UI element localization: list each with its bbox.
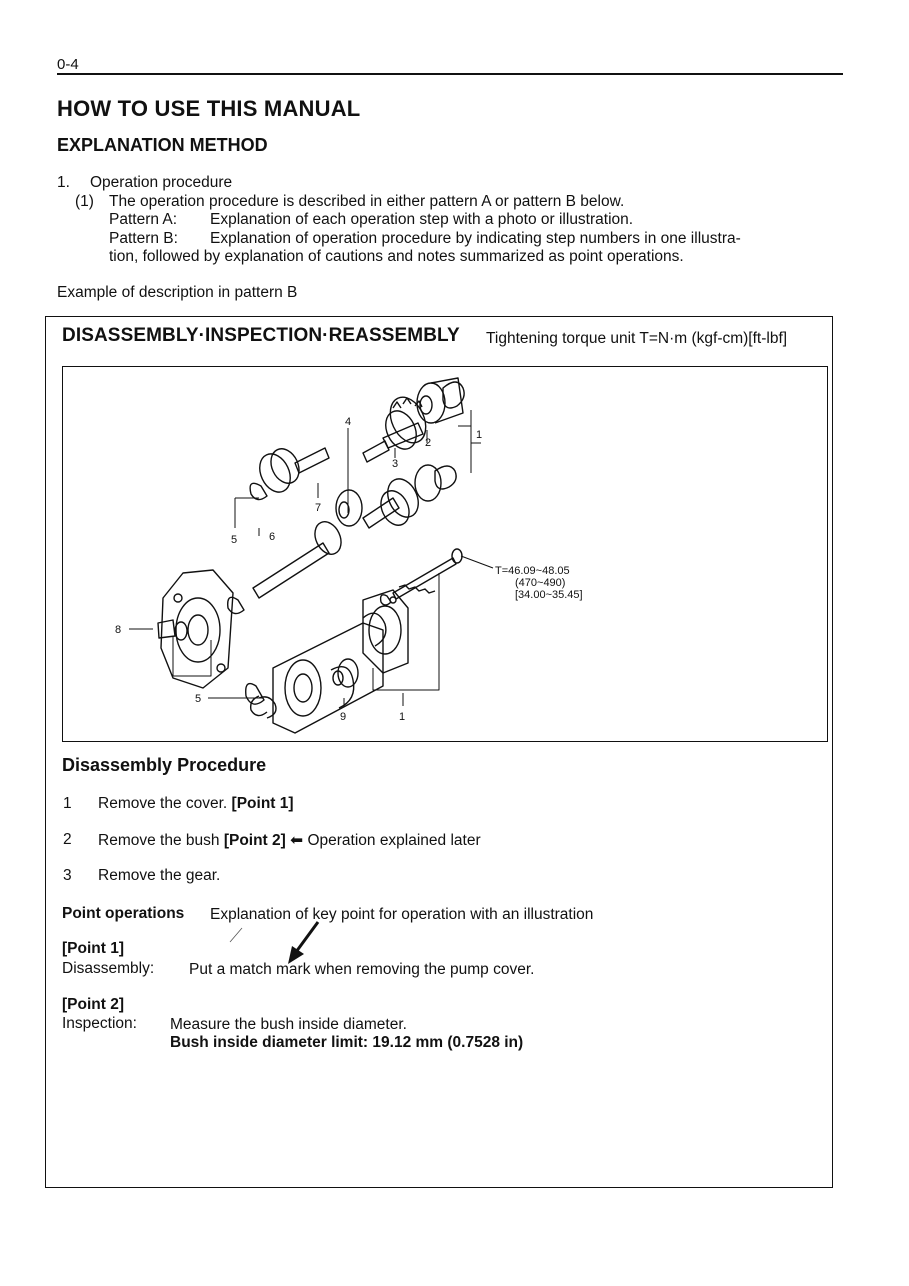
- point-1-label: [Point 1]: [62, 940, 124, 957]
- callout-1-top: 1: [476, 429, 483, 441]
- procedure-heading: Disassembly Procedure: [62, 755, 267, 775]
- callout-3: 3: [392, 458, 399, 470]
- pump-body: [273, 623, 383, 733]
- point-2-limit: Bush inside diameter limit: 19.12 mm (0.7528 in): [170, 1034, 524, 1051]
- pattern-b-label: Pattern B:: [109, 230, 178, 247]
- step-1: [98, 795, 294, 813]
- torque-value: T=46.09~48.05: [495, 565, 570, 577]
- rear-cover: [363, 590, 408, 673]
- intro-item-text: Operation procedure: [90, 174, 233, 191]
- step-2-number: 2: [63, 831, 72, 848]
- pattern-b-continuation: tion, followed by explanation of cautions and notes summarized as point operations.: [109, 248, 684, 265]
- top-gear-shaft: [363, 391, 433, 462]
- front-cover: [158, 570, 233, 688]
- header-rule: [57, 73, 843, 75]
- intro-item-number: 1.: [57, 174, 70, 191]
- left-gear-shaft: [228, 444, 346, 613]
- step-1-text: Remove the cover.: [98, 795, 228, 812]
- left-arrow-icon: ⬅: [290, 832, 304, 849]
- point-2-kind: Inspection:: [62, 1015, 137, 1032]
- callout-5-bottom: 5: [195, 693, 202, 705]
- right-gear-shaft: [336, 465, 456, 530]
- step-2: [98, 832, 481, 850]
- step-2-text: Remove the bush: [98, 832, 220, 849]
- example-title: DISASSEMBLY·INSPECTION·REASSEMBLY: [62, 325, 460, 346]
- torque-unit-note: Tightening torque unit T=N·m (kgf-cm)[ft-lbf]: [486, 330, 788, 347]
- page-number: 0-4: [57, 56, 79, 73]
- point-operations-text: Explanation of key point for operation with an illustration: [210, 906, 594, 923]
- point-2-label: [Point 2]: [62, 996, 124, 1013]
- point-1-text: Put a match mark when removing the pump cover.: [189, 961, 535, 978]
- step-1-number: 1: [63, 795, 72, 812]
- callout-6: 6: [269, 531, 276, 543]
- step-3-text: Remove the gear.: [98, 867, 221, 884]
- pump-exploded-view: [63, 368, 825, 738]
- example-caption: Example of description in pattern B: [57, 284, 298, 301]
- step-2-point-ref: [Point 2]: [223, 832, 286, 849]
- point-1-kind: Disassembly:: [62, 960, 155, 977]
- pattern-b-text: Explanation of operation procedure by indicating step numbers in one illustra-: [210, 230, 741, 247]
- callout-7: 7: [315, 502, 322, 514]
- step-3-number: 3: [63, 867, 72, 884]
- point-operations-label: Point operations: [62, 905, 185, 922]
- bottom-oring: [246, 684, 264, 705]
- callout-8: 8: [115, 624, 122, 636]
- intro-sub-text: The operation procedure is described in either pattern A or pattern B below.: [109, 193, 625, 210]
- callout-9: 9: [340, 711, 347, 723]
- pattern-a-label: Pattern A:: [109, 211, 178, 228]
- callout-2: 2: [425, 437, 432, 449]
- callout-4: 4: [345, 416, 352, 428]
- page-title: HOW TO USE THIS MANUAL: [57, 96, 361, 121]
- point-2-text: Measure the bush inside diameter.: [170, 1016, 407, 1033]
- callout-5-top: 5: [231, 534, 238, 546]
- pattern-a-text: Explanation of each operation step with a photo or illustration.: [210, 211, 634, 228]
- torque-kgf: (470~490): [515, 577, 566, 589]
- torque-ftlbf: [34.00~35.45]: [515, 589, 583, 601]
- callout-1-bottom: 1: [399, 711, 406, 723]
- section-title: EXPLANATION METHOD: [57, 135, 268, 155]
- step-1-point-ref: [Point 1]: [231, 795, 294, 812]
- intro-sub-number: (1): [75, 193, 94, 210]
- step-2-extra: Operation explained later: [307, 832, 481, 849]
